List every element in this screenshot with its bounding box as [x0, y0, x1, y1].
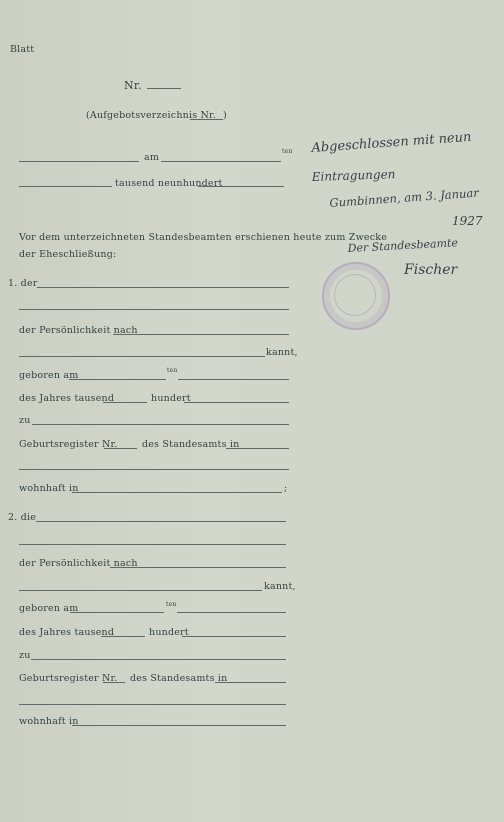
aufgebot-close: ) — [223, 110, 227, 121]
person2-geburtsregister-field[interactable] — [103, 682, 125, 683]
person2-standesamt-label: des Standesamts in — [130, 673, 228, 684]
person2-wohnhaft-label: wohnhaft in — [19, 716, 79, 727]
person1-wohnhaft-label: wohnhaft in — [19, 483, 79, 494]
person2-hundert-label: hundert — [149, 627, 189, 638]
person2-zu-label: zu — [19, 650, 31, 661]
person1-standesamt-field-2[interactable] — [19, 469, 289, 470]
person2-kannt-label: kannt, — [264, 581, 296, 592]
person1-kannt-field[interactable] — [19, 356, 265, 357]
person1-hundert-label: hundert — [151, 393, 191, 404]
handwriting-line-1: Abgeschlossen mit neun — [310, 129, 472, 156]
am-label: am — [144, 152, 160, 163]
official-seal-stamp — [322, 262, 390, 330]
handwriting-line-3: Gumbinnen, am 3. Januar — [329, 185, 480, 210]
person2-zu-field[interactable] — [31, 659, 286, 660]
person1-kannt-label: kannt, — [266, 347, 298, 358]
date-day-field[interactable] — [19, 161, 139, 162]
person2-standesamt-field-2[interactable] — [19, 704, 286, 705]
person1-standesamt-label: des Standesamts in — [142, 439, 240, 450]
tausend-neunhundert-label: tausend neunhundert — [115, 178, 223, 189]
person2-name-field[interactable] — [36, 521, 286, 522]
intro-line-2: der Eheschließung: — [19, 249, 117, 260]
person1-standesamt-field[interactable] — [226, 448, 289, 449]
person1-persoenlichkeit-label: der Persönlichkeit nach — [19, 325, 138, 336]
handwriting-line-6: Fischer — [404, 262, 458, 278]
handwriting-line-4: 1927 — [452, 214, 483, 228]
person1-name-field-2[interactable] — [19, 309, 289, 310]
person1-jahres-label: des Jahres tausend — [19, 393, 115, 404]
person1-geboren-day-field[interactable] — [69, 379, 166, 380]
person2-number: 2. die — [8, 512, 37, 523]
person2-persoenlichkeit-field[interactable] — [110, 567, 286, 568]
person1-zu-label: zu — [19, 415, 31, 426]
person2-hundert-field[interactable] — [182, 636, 286, 637]
person1-jahres-field[interactable] — [103, 402, 147, 403]
handwriting-line-2: Eintragungen — [311, 167, 396, 184]
nr-label: Nr. — [124, 79, 142, 92]
person2-geboren-day-field[interactable] — [70, 612, 164, 613]
person2-name-field-2[interactable] — [19, 544, 286, 545]
aufgebot-field[interactable] — [190, 119, 223, 120]
person1-geboren-month-field[interactable] — [178, 379, 289, 380]
person2-geboren-label: geboren am — [19, 603, 79, 614]
person2-wohnhaft-field[interactable] — [72, 725, 286, 726]
person1-zu-field[interactable] — [32, 424, 289, 425]
person2-standesamt-field[interactable] — [215, 682, 286, 683]
person2-jahres-label: des Jahres tausend — [19, 627, 115, 638]
person2-geburtsregister-label: Geburtsregister Nr. — [19, 673, 118, 684]
person1-geburtsregister-label: Geburtsregister Nr. — [19, 439, 118, 450]
person2-kannt-field[interactable] — [19, 590, 262, 591]
person1-ten: ten — [167, 367, 178, 374]
nr-field[interactable] — [147, 88, 181, 89]
blatt-label: Blatt — [10, 44, 35, 55]
person1-name-field[interactable] — [37, 287, 289, 288]
person1-semicolon: ; — [284, 483, 288, 494]
person1-wohnhaft-field[interactable] — [72, 492, 282, 493]
intro-line-1: Vor dem unterzeichneten Standesbeamten erschienen heute zum Zwecke — [19, 232, 388, 243]
person2-jahres-field[interactable] — [101, 636, 145, 637]
date-year-suffix-field[interactable] — [198, 186, 284, 187]
ten-superscript: ten — [282, 148, 293, 155]
person1-geburtsregister-field[interactable] — [104, 448, 137, 449]
person1-persoenlichkeit-field[interactable] — [113, 334, 289, 335]
person2-ten: ten — [166, 601, 177, 608]
date-month-field[interactable] — [161, 161, 281, 162]
date-year-field[interactable] — [19, 186, 112, 187]
person1-hundert-field[interactable] — [184, 402, 289, 403]
person2-geboren-month-field[interactable] — [177, 612, 286, 613]
person1-number: 1. der — [8, 278, 38, 289]
person1-geboren-label: geboren am — [19, 370, 79, 381]
handwriting-line-5: Der Standesbeamte — [347, 236, 459, 255]
aufgebot-label: (Aufgebotsverzeichnis Nr. — [86, 110, 216, 121]
person2-persoenlichkeit-label: der Persönlichkeit nach — [19, 558, 138, 569]
